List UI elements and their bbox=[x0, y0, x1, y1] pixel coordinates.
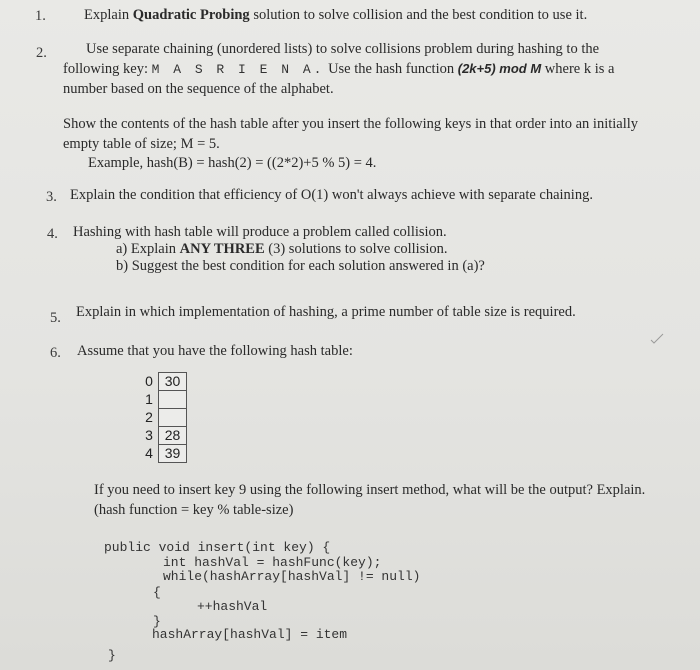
hash-table bbox=[140, 372, 187, 463]
q5-text: Explain in which implementation of hashing, a prime number of table size is required. bbox=[76, 304, 576, 320]
table-index: 3 bbox=[145, 427, 153, 443]
table-index: 4 bbox=[145, 445, 153, 461]
q4-a-pre: a) Explain bbox=[116, 241, 180, 257]
tick-mark-icon bbox=[650, 333, 664, 345]
table-index: 0 bbox=[145, 373, 153, 389]
code-line: ++hashVal bbox=[197, 599, 268, 614]
code-line: hashArray[hashVal] = item bbox=[152, 627, 348, 642]
q6-text: Assume that you have the following hash table: bbox=[77, 343, 353, 359]
q2-line2c: where k is a bbox=[541, 61, 615, 77]
table-row bbox=[140, 373, 187, 391]
table-row bbox=[140, 409, 187, 427]
q6-insert-line1: If you need to insert key 9 using the following insert method, what will be the output? Explain. bbox=[94, 482, 646, 498]
q4-text: Hashing with hash table will produce a problem called collision. bbox=[73, 224, 447, 240]
code-line: } bbox=[108, 648, 116, 663]
code-line: int hashVal = hashFunc(key); bbox=[163, 555, 382, 570]
q1-text bbox=[84, 7, 587, 24]
table-value bbox=[159, 391, 187, 409]
q2-line2b: Use the hash function bbox=[324, 61, 458, 77]
code-line: { bbox=[153, 585, 161, 600]
q2-line3: number based on the sequence of the alphabet. bbox=[63, 81, 334, 97]
table-value: 28 bbox=[159, 427, 187, 445]
q2-line2 bbox=[63, 61, 614, 78]
table-row bbox=[140, 445, 187, 463]
q4-number: 4. bbox=[47, 226, 58, 242]
q3-text: Explain the condition that efficiency of O(1) won't always achieve with separate chaining. bbox=[70, 187, 593, 203]
q1-pre: Explain bbox=[84, 7, 133, 23]
q5-number: 5. bbox=[50, 310, 61, 326]
q2-number: 2. bbox=[36, 45, 47, 61]
q1-number: 1. bbox=[35, 8, 46, 24]
table-row bbox=[140, 427, 187, 445]
table-index: 1 bbox=[145, 391, 153, 407]
q2-show-line2: empty table of size; M = 5. bbox=[63, 136, 220, 152]
code-line: public void insert(int key) { bbox=[104, 540, 331, 555]
table-value: 39 bbox=[159, 445, 187, 463]
code-line: while(hashArray[hashVal] != null) bbox=[163, 569, 421, 584]
q2-line2a: following key: bbox=[63, 61, 152, 77]
q2-keys: M A S R I E N A. bbox=[151, 62, 325, 77]
q4-a-bold: ANY THREE bbox=[179, 241, 265, 257]
table-value: 30 bbox=[159, 373, 187, 391]
q4-part-b: b) Suggest the best condition for each solution answered in (a)? bbox=[116, 258, 485, 274]
code-line: } bbox=[153, 614, 161, 629]
q1-post: solution to solve collision and the best condition to use it. bbox=[249, 7, 588, 23]
table-row bbox=[140, 391, 187, 409]
q4-part-a bbox=[116, 241, 448, 258]
q2-hash-function: (2k+5) mod M bbox=[457, 61, 542, 76]
table-index: 2 bbox=[145, 409, 153, 425]
q2-example: Example, hash(B) = hash(2) = ((2*2)+5 % 5) = 4. bbox=[88, 155, 377, 171]
q2-show-line1: Show the contents of the hash table after you insert the following keys in that order into an initially bbox=[63, 116, 639, 132]
q1-bold: Quadratic Probing bbox=[132, 7, 250, 23]
q4-a-post: (3) solutions to solve collision. bbox=[264, 241, 448, 257]
table-value bbox=[159, 409, 187, 427]
q6-insert-line2: (hash function = key % table-size) bbox=[94, 502, 294, 518]
q2-line1: Use separate chaining (unordered lists) to solve collisions problem during hashing to the bbox=[86, 41, 600, 57]
q3-number: 3. bbox=[46, 189, 57, 205]
q6-number: 6. bbox=[50, 345, 61, 361]
